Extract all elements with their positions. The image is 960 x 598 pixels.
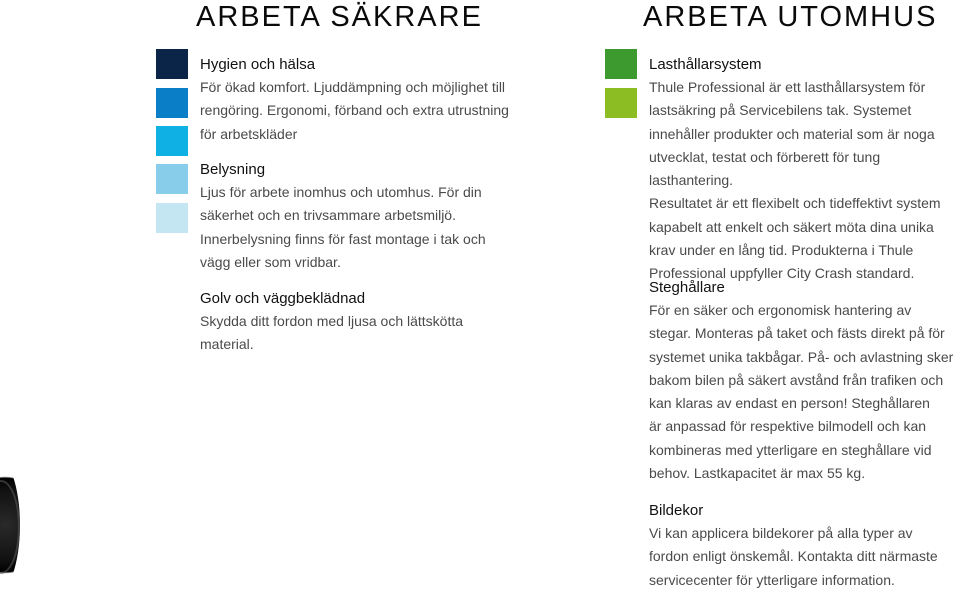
body-line: innehåller produkter och material som är noga xyxy=(649,125,935,142)
body-line: Ljus för arbete inomhus och utomhus. För din xyxy=(200,184,482,200)
section-title: Belysning xyxy=(200,161,266,178)
color-swatch-pale-blue xyxy=(156,203,188,233)
body-line: lastsäkring på Servicebilens tak. Systemet xyxy=(649,102,912,119)
body-line: krav under en lång tid. Produkterna i Thule xyxy=(649,242,914,259)
section-golv xyxy=(200,287,530,357)
section-body xyxy=(200,76,530,146)
body-line: bakom bilen på säkert avstånd från trafiken och xyxy=(649,371,944,388)
section-title: Golv och väggbeklädnad xyxy=(200,290,366,307)
body-line: fordon enligt önskemål. Kontakta ditt närmaste xyxy=(649,548,938,565)
section-title: Hygien och hälsa xyxy=(200,56,316,73)
color-swatch-blue xyxy=(156,88,188,118)
color-swatch-green xyxy=(605,49,637,79)
body-line: Innerbelysning finns för fast montage i tak och xyxy=(200,230,486,247)
color-swatch-lime xyxy=(605,88,637,118)
section-body xyxy=(200,181,530,274)
section-body xyxy=(649,522,960,592)
body-line: servicecenter för ytterligare information. xyxy=(649,571,895,588)
body-line: material. xyxy=(200,336,254,353)
color-swatch-navy xyxy=(156,49,188,79)
body-line: vägg eller som vridbar. xyxy=(200,253,341,270)
body-line: stegar. Monteras på taket och fästs direkt på för xyxy=(649,325,945,342)
section-steghallare xyxy=(649,276,960,485)
body-line: utvecklat, testat och förberett för tung lasthantering. xyxy=(649,148,881,189)
heading-arbeta-sakrare: ARBETA SÄKRARE xyxy=(196,1,483,33)
heading-arbeta-utomhus: ARBETA UTOMHUS xyxy=(643,1,938,33)
body-line: För en säker och ergonomisk hantering av xyxy=(649,302,912,318)
section-body xyxy=(649,299,960,485)
body-line: Skydda ditt fordon med ljusa och lättskötta xyxy=(200,313,464,329)
body-line: kapabelt att enkelt och säkert möta dina unika xyxy=(649,218,934,235)
section-title: Bildekor xyxy=(649,502,704,519)
section-body xyxy=(200,310,530,357)
body-line: kan klaras av endast en person! Steghållaren xyxy=(649,395,930,412)
body-line: För ökad komfort. Ljuddämpning och möjlighet till xyxy=(200,79,506,95)
color-swatch-light-blue xyxy=(156,164,188,194)
body-line: systemet unika takbågar. På- och avlastning sker xyxy=(649,348,954,365)
body-line: rengöring. Ergonomi, förband och extra utrustning xyxy=(200,102,509,119)
section-belysning xyxy=(200,158,530,274)
section-body xyxy=(649,76,960,286)
body-line: Thule Professional är ett lasthållarsystem för xyxy=(649,79,926,95)
body-line: behov. Lastkapacitet är max 55 kg. xyxy=(649,465,866,482)
section-title: Lasthållarsystem xyxy=(649,56,762,73)
body-line: är anpassad för respektive bilmodell och kan xyxy=(649,418,927,435)
color-swatch-cyan xyxy=(156,126,188,156)
body-line: Vi kan applicera bildekorer på alla typer av xyxy=(649,525,913,541)
body-line: Professional uppfyller City Crash standard. xyxy=(649,265,915,282)
section-hygien xyxy=(200,53,530,146)
section-bildekor xyxy=(649,499,960,592)
body-line: för arbetskläder xyxy=(200,125,298,142)
body-line: säkerhet och en trivsammare arbetsmiljö. xyxy=(200,207,456,224)
section-title: Steghållare xyxy=(649,279,725,296)
body-line: kombineras med ytterligare en steghållare vid xyxy=(649,441,932,458)
section-lasthallarsystem xyxy=(649,53,960,286)
body-line: Resultatet är ett flexibelt och tideffektivt system xyxy=(649,195,941,212)
